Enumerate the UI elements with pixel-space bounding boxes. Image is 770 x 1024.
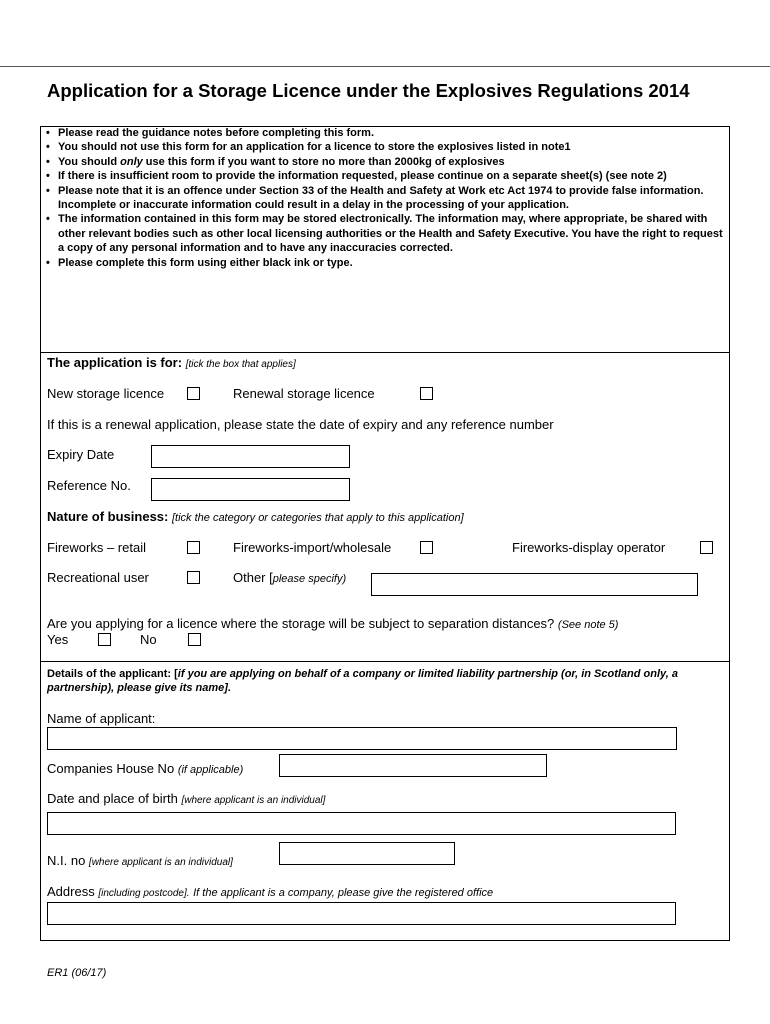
form-title: Application for a Storage Licence under the Explosives Regulations 2014 — [47, 80, 690, 101]
companies-house-label-row — [47, 761, 243, 778]
ni-label-row — [47, 853, 233, 871]
address-note: If the applicant is a company, please give the registered office — [193, 887, 494, 899]
separation-note: (See note 5) — [557, 619, 619, 631]
companies-house-hint: (if applicable) — [177, 764, 244, 776]
expiry-date-label: Expiry Date — [47, 447, 115, 462]
form-reference-footer: ER1 (06/17) — [47, 967, 107, 979]
note-item: • You should only use this form if you want to store no more than 2000kg of explosives — [44, 155, 730, 169]
recreational-user-label: Recreational user — [47, 570, 149, 585]
recreational-user-checkbox[interactable] — [187, 571, 200, 584]
separation-no-label: No — [140, 632, 157, 647]
fireworks-import-label: Fireworks-import/wholesale — [233, 540, 392, 555]
business-heading-row — [47, 509, 464, 526]
guidance-notes-list — [44, 126, 730, 270]
ni-hint: [where applicant is an individual] — [88, 857, 233, 868]
note-item: • You should not use this form for an application for a licence to store the explosives listed in note1 — [44, 140, 730, 154]
address-hint: [including postcode]. — [98, 888, 190, 899]
applicant-name-field[interactable] — [47, 727, 677, 750]
separation-question-row — [47, 616, 618, 633]
separation-question: Are you applying for a licence where the storage will be subject to separation distances? — [47, 616, 555, 631]
reference-no-field[interactable] — [151, 478, 350, 501]
other-specify-field[interactable] — [371, 573, 698, 596]
renewal-instruction: If this is a renewal application, please state the date of expiry and any reference number — [47, 417, 554, 432]
new-licence-label: New storage licence — [47, 386, 165, 401]
other-label-row — [233, 570, 346, 587]
companies-house-field[interactable] — [279, 754, 547, 777]
note-item: • Please note that it is an offence under Section 33 of the Health and Safety at Work etc Act 1974 to provide false information. Incomplete or inaccurate information could result in a delay in the processing of your application. — [44, 184, 730, 213]
top-rule — [0, 66, 770, 67]
renewal-licence-checkbox[interactable] — [420, 387, 433, 400]
note-item: • Please read the guidance notes before completing this form. — [44, 126, 730, 140]
companies-house-label: Companies House No — [47, 761, 175, 776]
note-item: • The information contained in this form may be stored electronically. The information may, where appropriate, be shared with other relevant bodies such as other local licensing authorities or the Health and Safety Executive. You have the right to request a copy of any personal information and to have any inaccuracies corrected. — [44, 212, 730, 255]
renewal-licence-label: Renewal storage licence — [233, 386, 375, 401]
business-hint: [tick the category or categories that apply to this application] — [171, 512, 464, 524]
address-field[interactable] — [47, 902, 676, 925]
business-heading: Nature of business: — [47, 509, 169, 524]
note-item: • If there is insufficient room to provide the information requested, please continue on a separate sheet(s) (see note 2) — [44, 169, 730, 183]
separation-yes-checkbox[interactable] — [98, 633, 111, 646]
note-item: • Please complete this form using either black ink or type. — [44, 256, 730, 270]
fireworks-display-checkbox[interactable] — [700, 541, 713, 554]
fireworks-retail-label: Fireworks – retail — [47, 540, 146, 555]
ni-number-field[interactable] — [279, 842, 455, 865]
reference-no-label: Reference No. — [47, 478, 131, 493]
separation-yes-label: Yes — [47, 632, 69, 647]
application-hint: [tick the box that applies] — [185, 359, 296, 370]
dob-label-row — [47, 791, 325, 809]
separation-no-checkbox[interactable] — [188, 633, 201, 646]
application-heading: The application is for: — [47, 355, 183, 370]
applicant-heading: Details of the applicant: [if you are applying on behalf of a company or limited liability partnership (or, in Scotland only, a partnership), please give its name]. — [47, 668, 678, 694]
dob-label: Date and place of birth — [47, 791, 178, 806]
other-hint: please specify) — [272, 573, 347, 585]
fireworks-retail-checkbox[interactable] — [187, 541, 200, 554]
section-divider — [40, 352, 730, 353]
fireworks-import-checkbox[interactable] — [420, 541, 433, 554]
new-licence-checkbox[interactable] — [187, 387, 200, 400]
ni-label: N.I. no — [47, 853, 86, 868]
section-divider — [40, 661, 730, 662]
other-label: Other [ — [233, 570, 273, 585]
address-label: Address — [47, 884, 95, 899]
expiry-date-field[interactable] — [151, 445, 350, 468]
applicant-name-label: Name of applicant: — [47, 711, 156, 726]
dob-hint: [where applicant is an individual] — [181, 795, 326, 806]
dob-place-field[interactable] — [47, 812, 676, 835]
fireworks-display-label: Fireworks-display operator — [512, 540, 666, 555]
address-label-row — [47, 884, 493, 902]
application-heading-row — [47, 355, 296, 373]
